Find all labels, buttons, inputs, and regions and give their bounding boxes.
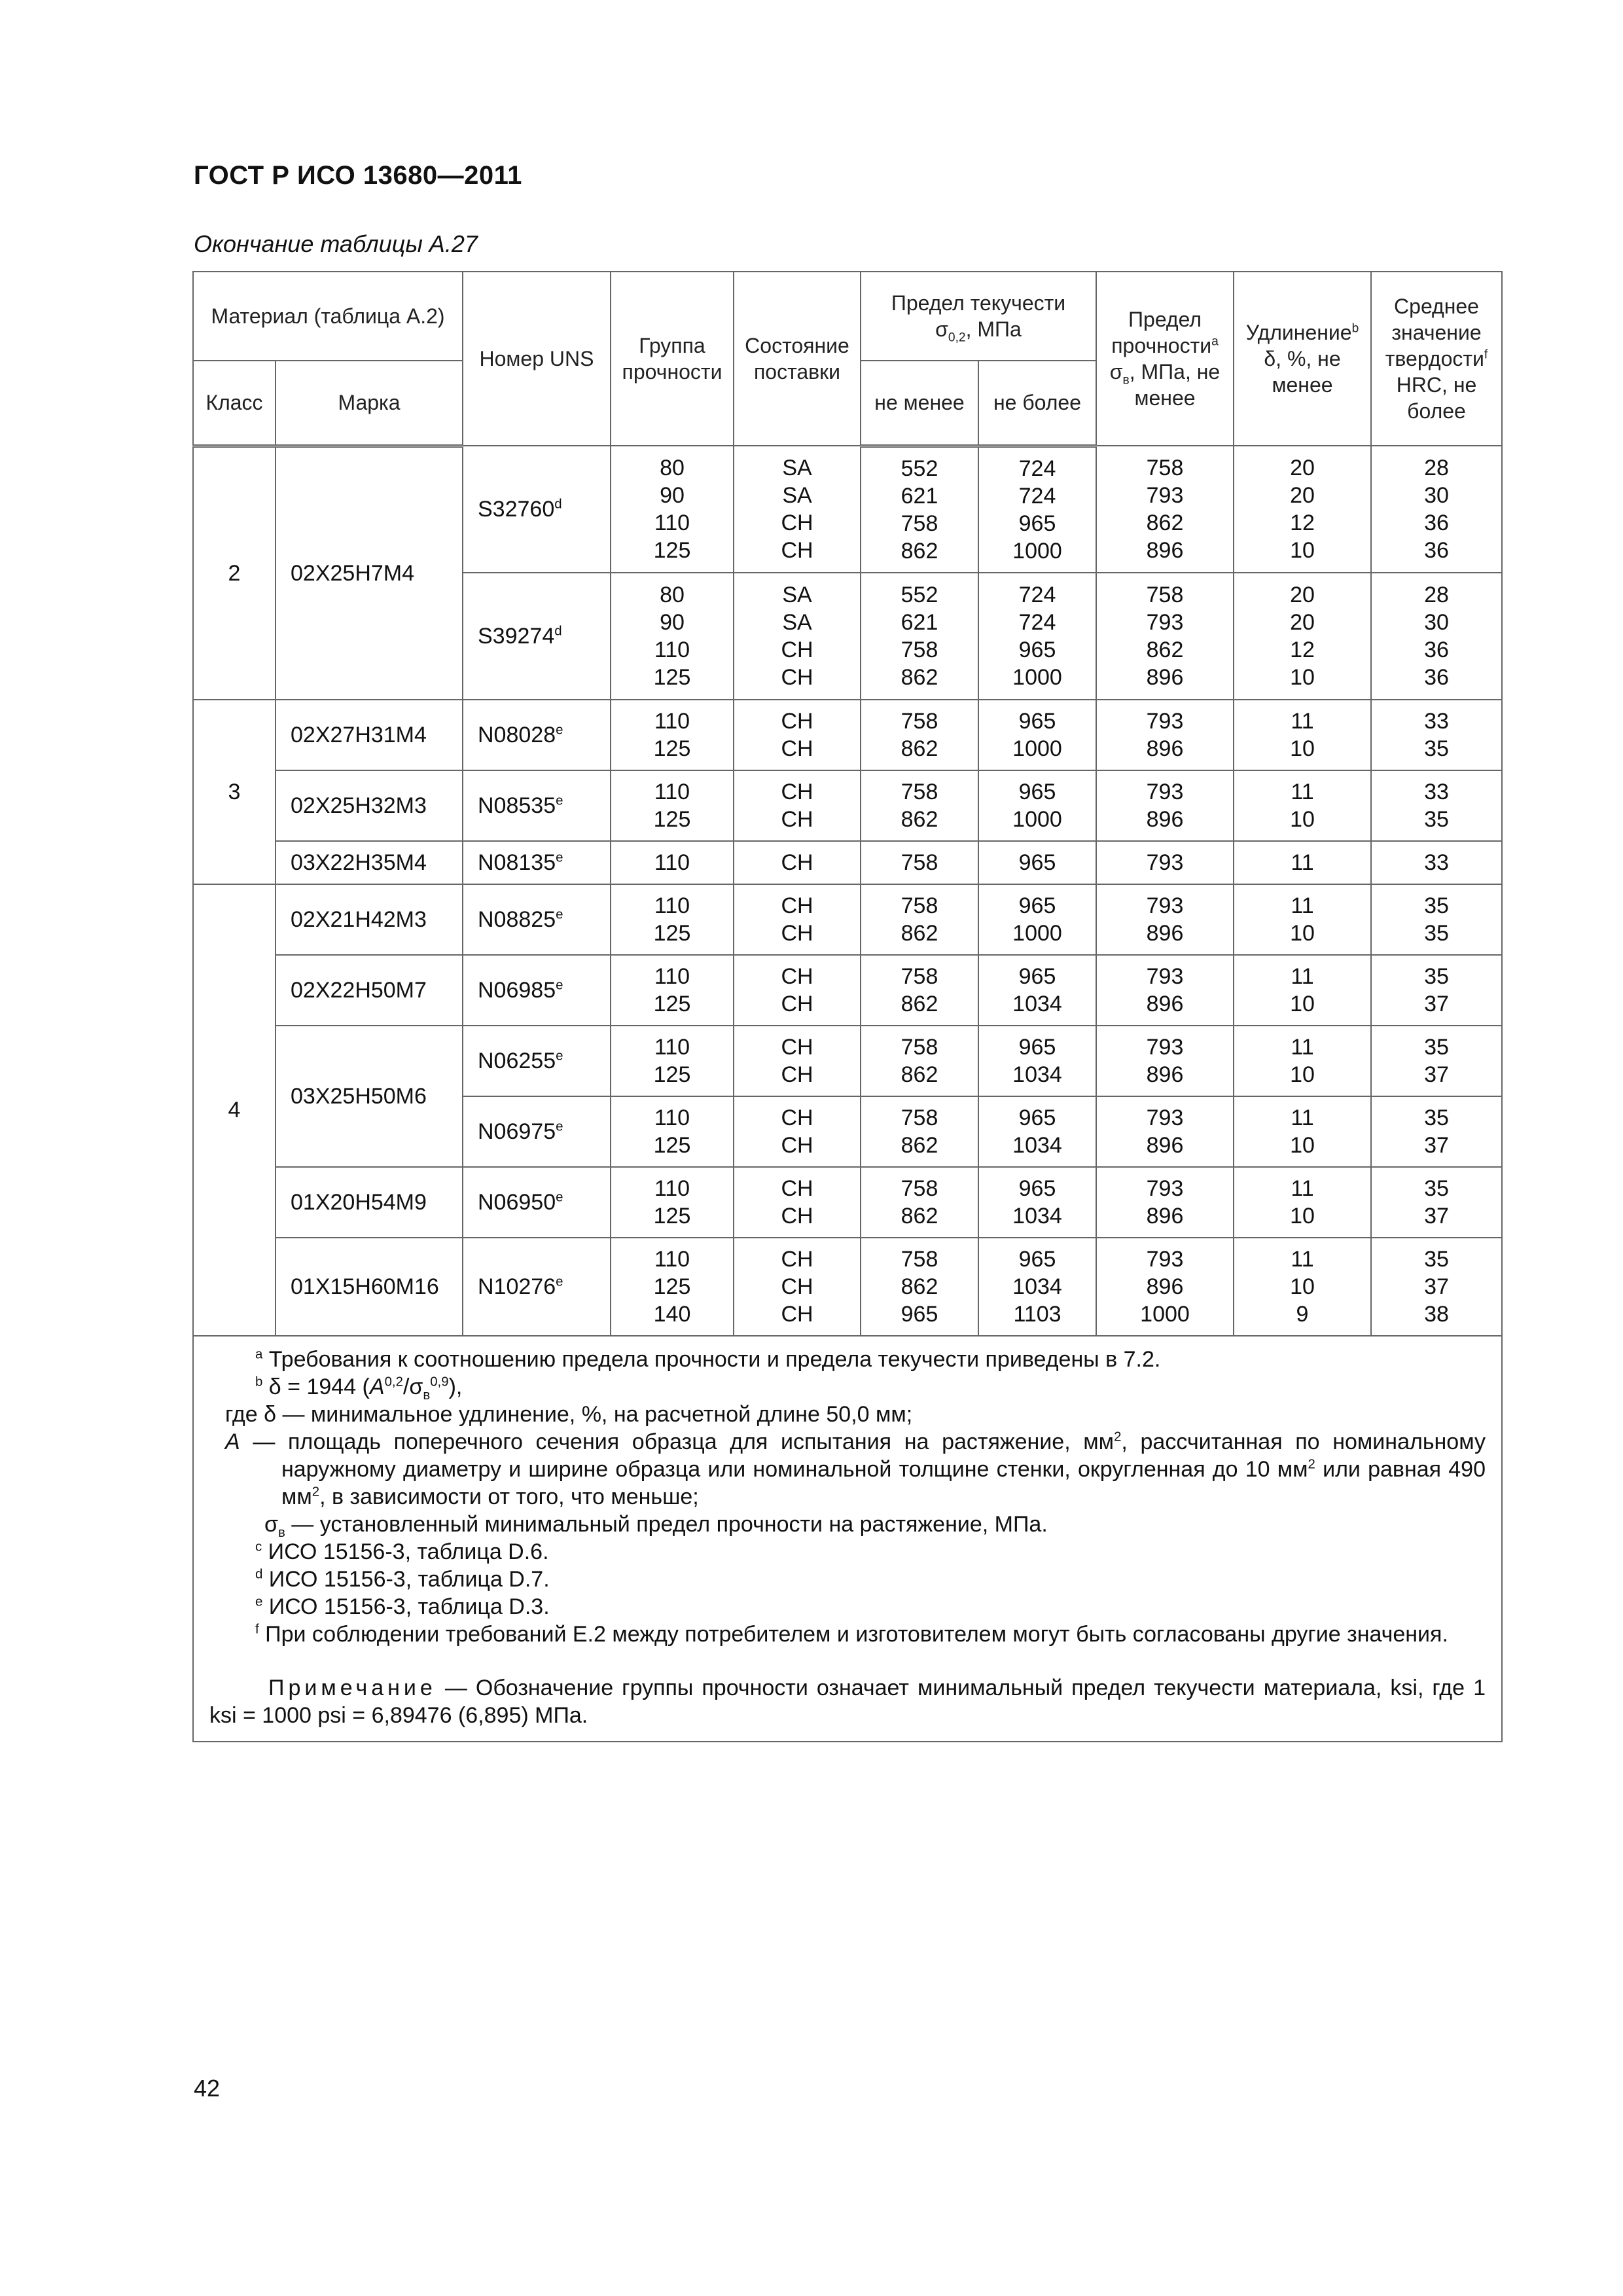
- uns-cell: S32760$^d$: [463, 446, 611, 573]
- elongation-cell: 11 10: [1234, 884, 1371, 955]
- note-remark: Примечание — Обозначение группы прочности означает минимальный предел текучести материала, ksi, где 1 ksi = 1000 psi = 6,89476 (6,895) МПа.: [209, 1676, 1486, 1728]
- uns-cell: N08135e: [463, 841, 611, 884]
- class-cell: 3: [193, 700, 276, 884]
- yield-min-cell: 758 862: [861, 955, 978, 1026]
- group-cell: 80 90 110 125: [611, 573, 734, 700]
- elongation-cell: 20 20 12 10: [1234, 573, 1371, 700]
- elongation-cell: 11 10: [1234, 770, 1371, 841]
- condition-cell: CH CH CH: [734, 1238, 861, 1336]
- uns-cell: N06975e: [463, 1096, 611, 1167]
- condition-cell: CH CH: [734, 700, 861, 770]
- class-cell: 2: [193, 446, 276, 700]
- elongation-cell: 11 10: [1234, 1167, 1371, 1238]
- tensile-cell: 793 896: [1096, 1026, 1234, 1096]
- table-notes: [193, 1336, 1502, 1742]
- condition-cell: CH CH: [734, 1167, 861, 1238]
- document-title: ГОСТ Р ИСО 13680—2011: [194, 161, 522, 190]
- group-cell: 110 125: [611, 1096, 734, 1167]
- hardness-cell: 33: [1371, 841, 1502, 884]
- yield-max-cell: 724 724 965 1000: [978, 446, 1096, 573]
- header-tensile: Предел прочности$^a$ $\sigma_в$, МПа, не менее: [1096, 272, 1234, 446]
- table-row: [193, 841, 1502, 884]
- yield-min-cell: 552 621 758 862: [861, 573, 978, 700]
- tensile-cell: 793 896: [1096, 955, 1234, 1026]
- table-row: [193, 700, 1502, 770]
- group-cell: 110 125 140: [611, 1238, 734, 1336]
- hardness-cell: 33 35: [1371, 700, 1502, 770]
- yield-max-cell: 965 1000: [978, 700, 1096, 770]
- uns-cell: N08028e: [463, 700, 611, 770]
- note-e: $^e$ ИСО 15156-3, таблица D.3.: [255, 1594, 550, 1619]
- uns-cell: N10276e: [463, 1238, 611, 1336]
- grade-cell: 01Х15Н60М16: [276, 1238, 463, 1336]
- condition-cell: CH CH: [734, 1026, 861, 1096]
- yield-max-cell: 965 1034 1103: [978, 1238, 1096, 1336]
- note-a: $^a$ Требования к соотношению предела прочности и предела текучести приведены в 7.2.: [255, 1347, 1161, 1372]
- yield-max-cell: 965 1034: [978, 1096, 1096, 1167]
- grade-cell: 03Х25Н50М6: [276, 1026, 463, 1167]
- table-row: [193, 1167, 1502, 1238]
- header-material: Материал (таблица А.2): [193, 272, 463, 361]
- condition-cell: SA SA CH CH: [734, 573, 861, 700]
- group-cell: 110: [611, 841, 734, 884]
- header-uns: Номер UNS: [463, 272, 611, 446]
- grade-cell: 02Х22Н50М7: [276, 955, 463, 1026]
- elongation-cell: 20 20 12 10: [1234, 446, 1371, 573]
- hardness-cell: 35 37: [1371, 955, 1502, 1026]
- note-sigma: $\sigma_в$ — установленный минимальный предел прочности на растяжение, МПа.: [264, 1512, 1048, 1540]
- elongation-cell: 11 10: [1234, 955, 1371, 1026]
- note-c: $^c$ ИСО 15156-3, таблица D.6.: [255, 1539, 549, 1564]
- yield-min-cell: 758 862 965: [861, 1238, 978, 1336]
- elongation-cell: 11 10 9: [1234, 1238, 1371, 1336]
- yield-max-cell: 965 1034: [978, 1026, 1096, 1096]
- condition-cell: CH CH: [734, 955, 861, 1026]
- hardness-cell: 35 37 38: [1371, 1238, 1502, 1336]
- group-cell: 110 125: [611, 770, 734, 841]
- condition-cell: CH: [734, 841, 861, 884]
- note-area-definition: A — площадь поперечного сечения образца для испытания на растяжение, $мм^2$, рассчитанная по номинальному наружному диаметру и ширине образца или номинальной толщине стенки, округленная до 10 $мм^2$ или равная 490 $мм^2$, в зависимости от того, что меньше;: [225, 1429, 1486, 1509]
- hardness-cell: 33 35: [1371, 770, 1502, 841]
- class-cell: 4: [193, 884, 276, 1336]
- header-grade: Марка: [276, 361, 463, 446]
- grade-cell: 02Х21Н42М3: [276, 884, 463, 955]
- condition-cell: SA SA CH CH: [734, 446, 861, 573]
- grade-cell: 01Х20Н54М9: [276, 1167, 463, 1238]
- tensile-cell: 793 896 1000: [1096, 1238, 1234, 1336]
- group-cell: 110 125: [611, 1026, 734, 1096]
- tensile-cell: 793 896: [1096, 1167, 1234, 1238]
- header-yield-max: не более: [978, 361, 1096, 446]
- hardness-cell: 35 37: [1371, 1167, 1502, 1238]
- header-delivery: Состояние поставки: [734, 272, 861, 446]
- yield-min-cell: 758 862: [861, 1167, 978, 1238]
- yield-max-cell: 965 1000: [978, 770, 1096, 841]
- group-cell: 80 90 110 125: [611, 446, 734, 573]
- tensile-cell: 793 896: [1096, 700, 1234, 770]
- header-yield-min: не менее: [861, 361, 978, 446]
- yield-min-cell: 758 862: [861, 1026, 978, 1096]
- tensile-cell: 793: [1096, 841, 1234, 884]
- yield-min-cell: 552 621 758 862: [861, 446, 978, 573]
- note-d: $^d$ ИСО 15156-3, таблица D.7.: [255, 1567, 550, 1592]
- grade-cell: 02Х25Н32М3: [276, 770, 463, 841]
- note-f: $^f$ При соблюдении требований Е.2 между потребителем и изготовителем могут быть согласованы другие значения.: [255, 1622, 1448, 1647]
- yield-min-cell: 758: [861, 841, 978, 884]
- tensile-cell: 793 896: [1096, 884, 1234, 955]
- header-elongation: Удлинение$^b$ δ, %, не менее: [1234, 272, 1371, 446]
- uns-cell: N08825e: [463, 884, 611, 955]
- elongation-cell: 11 10: [1234, 1096, 1371, 1167]
- tensile-cell: 758 793 862 896: [1096, 573, 1234, 700]
- elongation-cell: 11: [1234, 841, 1371, 884]
- hardness-cell: 35 37: [1371, 1026, 1502, 1096]
- uns-cell: N06255e: [463, 1026, 611, 1096]
- table-row: [193, 446, 1502, 573]
- hardness-cell: 35 35: [1371, 884, 1502, 955]
- tensile-cell: 758 793 862 896: [1096, 446, 1234, 573]
- grade-cell: 03Х22Н35М4: [276, 841, 463, 884]
- yield-max-cell: 965 1034: [978, 1167, 1096, 1238]
- elongation-cell: 11 10: [1234, 700, 1371, 770]
- condition-cell: CH CH: [734, 770, 861, 841]
- table-row: [193, 884, 1502, 955]
- group-cell: 110 125: [611, 955, 734, 1026]
- yield-min-cell: 758 862: [861, 1096, 978, 1167]
- note-b: $^b$ δ = 1944 $(A^{0,2}/\sigma_в^{0,9})$,: [255, 1374, 463, 1403]
- yield-max-cell: 724 724 965 1000: [978, 573, 1096, 700]
- header-hardness: Среднее значение твердости$^f$ HRC, не более: [1371, 272, 1502, 446]
- uns-cell: N06985e: [463, 955, 611, 1026]
- table-row: [193, 770, 1502, 841]
- header-class: Класс: [193, 361, 276, 446]
- table-caption: Окончание таблицы А.27: [194, 230, 478, 257]
- notes-row: [193, 1336, 1502, 1742]
- group-cell: 110 125: [611, 1167, 734, 1238]
- uns-cell: N08535e: [463, 770, 611, 841]
- hardness-cell: 28 30 36 36: [1371, 446, 1502, 573]
- elongation-cell: 11 10: [1234, 1026, 1371, 1096]
- hardness-cell: 28 30 36 36: [1371, 573, 1502, 700]
- yield-min-cell: 758 862: [861, 700, 978, 770]
- table-row: [193, 1238, 1502, 1336]
- uns-cell: N06950e: [463, 1167, 611, 1238]
- condition-cell: CH CH: [734, 1096, 861, 1167]
- hardness-cell: 35 37: [1371, 1096, 1502, 1167]
- group-cell: 110 125: [611, 700, 734, 770]
- header-strength-group: Группа прочности: [611, 272, 734, 446]
- yield-min-cell: 758 862: [861, 770, 978, 841]
- yield-max-cell: 965 1034: [978, 955, 1096, 1026]
- note-where: где δ — минимальное удлинение, %, на расчетной длине 50,0 мм;: [225, 1402, 913, 1427]
- grade-cell: 02Х25Н7М4: [276, 446, 463, 700]
- group-cell: 110 125: [611, 884, 734, 955]
- tensile-cell: 793 896: [1096, 1096, 1234, 1167]
- table-row: [193, 1026, 1502, 1096]
- yield-max-cell: 965 1000: [978, 884, 1096, 955]
- properties-table: [192, 271, 1503, 1742]
- yield-min-cell: 758 862: [861, 884, 978, 955]
- table-row: [193, 955, 1502, 1026]
- yield-max-cell: 965: [978, 841, 1096, 884]
- page-number: 42: [194, 2075, 221, 2102]
- header-yield: Предел текучести $\sigma_{0,2}$, МПа: [861, 272, 1096, 361]
- condition-cell: CH CH: [734, 884, 861, 955]
- uns-cell: S39274$^d$: [463, 573, 611, 700]
- tensile-cell: 793 896: [1096, 770, 1234, 841]
- grade-cell: 02Х27Н31М4: [276, 700, 463, 770]
